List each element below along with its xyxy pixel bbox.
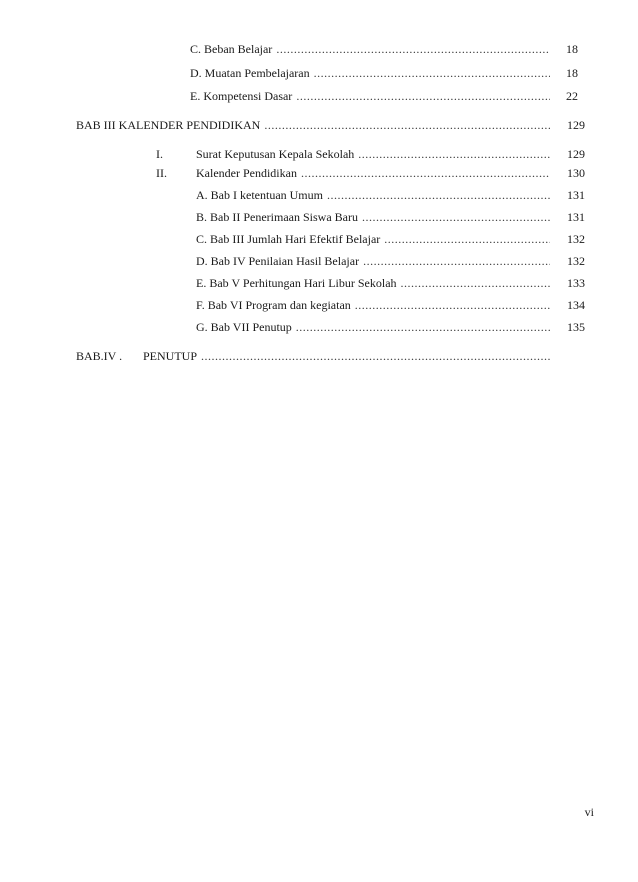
dot-leader [355,298,550,313]
toc-entry-bab-ii-penerimaan [196,210,550,226]
dot-leader [401,276,550,291]
toc-entry-bab-iv-penilaian [196,254,550,270]
toc-entry-label: B. Bab II Penerimaan Siswa Baru [196,210,358,224]
toc-entry-label: Kalender Pendidikan [196,166,297,180]
toc-entry-beban-belajar [190,42,550,58]
toc-entry-label: G. Bab VII Penutup [196,320,292,334]
toc-page-number: 18 [566,66,578,80]
dot-leader [358,147,550,162]
toc-entry-number: II. [156,166,167,180]
toc-page-number: 133 [567,276,585,290]
toc-page-number: 134 [567,298,585,312]
page-number: vi [584,805,594,819]
dot-leader [327,188,550,203]
toc-page-number: 18 [566,42,578,56]
toc-entry-label: PENUTUP [143,349,198,363]
toc-entry-bab-v-hari-libur [196,276,550,292]
dot-leader [384,232,550,247]
toc-page-number: 135 [567,320,585,334]
dot-leader [296,89,550,104]
toc-entry-label: D. Bab IV Penilaian Hasil Belajar [196,254,360,268]
toc-entry-label: F. Bab VI Program dan kegiatan [196,298,351,312]
toc-page-number: 130 [567,166,585,180]
toc-entry-kalender-pendidikan [196,166,550,182]
toc-entry-number: BAB.IV . [76,349,123,363]
toc-entry-label: E. Bab V Perhitungan Hari Libur Sekolah [196,276,397,290]
toc-page-number: 132 [567,254,585,268]
toc-entry-number: I. [156,147,163,161]
toc-entry-bab-iii [76,118,550,134]
toc-entry-label: D. Muatan Pembelajaran [190,66,310,80]
dot-leader [362,210,550,225]
toc-entry-kompetensi-dasar [190,89,550,105]
dot-leader [301,166,550,181]
dot-leader [201,349,550,364]
toc-entry-bab-iii-hari-efektif [196,232,550,248]
toc-page-number: 129 [567,118,585,132]
toc-entry-bab-vi-program [196,298,550,314]
toc-page-number: 131 [567,210,585,224]
dot-leader [296,320,550,335]
toc-entry-bab-vii-penutup [196,320,550,336]
toc-entry-label: BAB III KALENDER PENDIDIKAN [76,118,261,132]
toc-page-number: 131 [567,188,585,202]
toc-entry-surat-keputusan [196,147,550,163]
toc-entry-label: E. Kompetensi Dasar [190,89,293,103]
toc-page-number: 129 [567,147,585,161]
toc-page-number: 132 [567,232,585,246]
toc-entry-bab-i-ketentuan-umum [196,188,550,204]
dot-leader [264,118,550,133]
toc-entry-bab-iv-penutup [143,349,550,365]
toc-entry-label: A. Bab I ketentuan Umum [196,188,323,202]
toc-page-number: 22 [566,89,578,103]
toc-entry-label: Surat Keputusan Kepala Sekolah [196,147,355,161]
dot-leader [314,66,550,81]
toc-entry-label: C. Bab III Jumlah Hari Efektif Belajar [196,232,381,246]
dot-leader [276,42,550,57]
toc-entry-label: C. Beban Belajar [190,42,273,56]
toc-entry-muatan-pembelajaran [190,66,550,82]
dot-leader [363,254,550,269]
